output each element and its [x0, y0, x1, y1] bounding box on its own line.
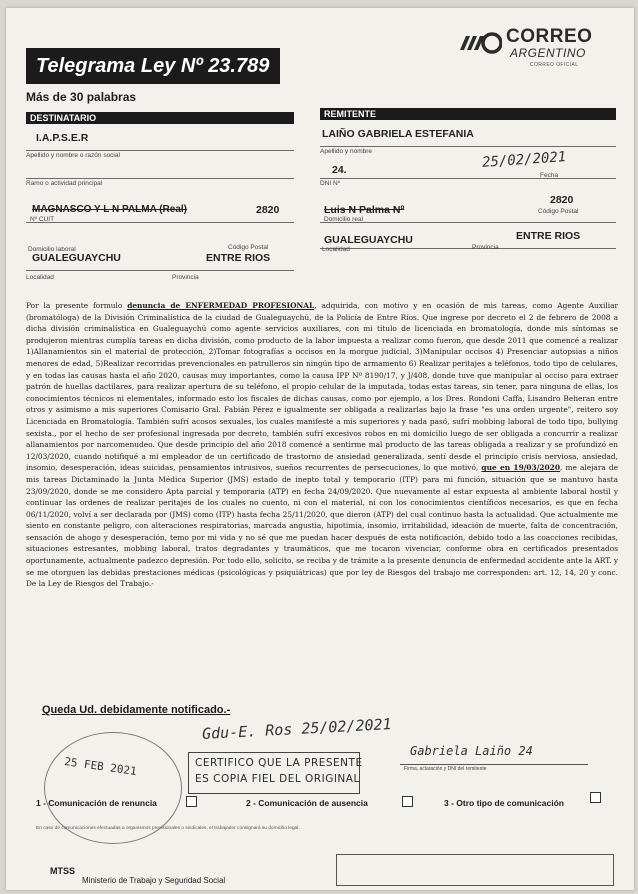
certify-line-1: CERTIFICO QUE LA PRESENTE	[195, 757, 363, 769]
remitente-dni: 24.	[332, 164, 347, 176]
option-otro: 3 - Otro tipo de comunicación	[444, 798, 564, 808]
divider	[26, 270, 294, 271]
body-main: , adquirida, con motivo y en ocasión de mis tareas, como Agente Auxiliar (bromatóloga) de la División Criminalística de la ciudad de Gualeguaychú, de la Policía de Entre Ríos. Que ingrese por decreto el 2 de febrero de 2008 a dicha división criminalística en Gualeguaychú como agente servicios auxiliares, con mi título de licenciada en bromatología, donde mis síntomas se produjeron mientras cumplía tareas en dicha división, como producto de la labor impuesta a realizar como fueron, que desde 2011 que comencé a realizar 1)Allanamientos sin el material de protección, 2)Tomar fotografías a occisos en la morgue judicial, 3)Manipular occisos 4) Presenciar autopsias a niños menores de edad, 5)Realizar recorridas prevencionales en patrulleros sin ningún tipo de armamento 6) Realizar peritajes a teléfonos, todo tipo de celulares, y en todas las causas hasta el año 2020, causas muy importantes, como la causa IPP Nº 8190/17, y J/408, donde tuve que manipular al occiso para extraer patrón de huellas dactilares, para realizar apertura de su teléfono, el propio celular de la imputada, todas estas tareas, sin tener, para ninguna de ellas, los conocimientos técnicos ni elementales, informado esto los fiscales de dichas causas, como por ejemplo, a los Dres. Rondoni Caffa, Lisandro Beheran entre otros y asimismo a mis superiores Comisario Gral. Fabián Pérez e igualmente ser obligada a realizarlas bajo la frase "es una orden urgente", reitero soy Licenciada en Bromatología. También sufrí acosos sexuales, los cuales manifesté a mis superiores y nada pasó, sufrí mobbing laboral de todo tipo, bullying sexista., por el hecho de ser profesional ingresada por decreto, también sufrí excesivos robos en mi domicilio luego de ser obligada a concurrir a realizar allanamientos por narcomenudeo. Que desde principio del año 2018 comencé a sentirme mal producto de las tareas obligada a realizar y se profundizó en 12/03/2020, cuando notifiqué a mi empleador de un certificado de trastorno de ansiedad generalizada, sentí desde el principio crisis nerviosa, ansiedad, insomio, desesperación, ideas suicidas, pensamientos intrusivos, sueños recurrentes de persecuciones, lo que motivó,	[26, 301, 619, 473]
telegram-body	[26, 300, 618, 590]
remitente-postal: 2820	[550, 194, 574, 206]
remitente-city-label: Localidad	[322, 246, 350, 253]
notified-line: Queda Ud. debidamente notificado.-	[42, 704, 231, 716]
remitente-postal-label: Código Postal	[538, 208, 579, 215]
sender-signature: Gabriela Laiño 24	[410, 744, 533, 758]
ministry-name: Ministerio de Trabajo y Seguridad Social	[82, 876, 226, 885]
certify-stamp	[188, 752, 363, 794]
correo-logo	[458, 24, 608, 76]
destinatario-name: I.A.P.S.E.R	[36, 132, 89, 144]
destinatario-province: ENTRE RIOS	[206, 252, 271, 264]
activity-label: Ramo o actividad principal	[26, 180, 103, 187]
remitente-province-label: Provincia	[472, 244, 499, 251]
checkbox-ausencia[interactable]	[402, 796, 413, 807]
domicilio-real-label: Domicilio real	[324, 216, 364, 223]
domicilio-laboral-label: Domicilio laboral	[28, 246, 76, 253]
option-ausencia: 2 - Comunicación de ausencia	[246, 798, 368, 808]
remitente-header: REMITENTE	[320, 108, 616, 120]
destinatario-city: GUALEGUAYCHU	[32, 252, 121, 264]
remitente-name-label: Apellido y nombre	[320, 148, 373, 155]
cuit-label: Nº CUIT	[30, 216, 55, 223]
locality-label: Localidad	[26, 274, 54, 281]
small-note: En caso de comunicaciones efectuadas a organismos previsionales o sindicales, el trabajador consignará su domicilio legal.	[36, 826, 300, 831]
dni-label: DNI Nº	[320, 180, 341, 187]
divider	[26, 178, 294, 179]
divider	[320, 178, 616, 179]
signature-caption: Firma, aclaración y DNI del remitente	[404, 766, 487, 772]
remitente-date: 25/02/2021	[481, 149, 567, 171]
province-label: Provincia	[172, 274, 199, 281]
destinatario-number: 2820	[256, 204, 280, 216]
divider	[26, 222, 294, 223]
destinatario-header: DESTINATARIO	[26, 112, 294, 124]
logo-oficial: CORREO OFICIAL	[530, 62, 579, 68]
mtss-logo: MTSS	[50, 866, 76, 876]
form-title: Telegrama Ley Nº 23.789	[26, 48, 280, 84]
body-rest: , me alejara de mis tareas Dictaminado la Junta Médica Superior (JMS) estado de inepto total y temporario (ITP) para mi función, situación que se mantuvo hasta 23/09/2020, donde se me considero Apta parcial y temporaria (ATP) en fecha 24/09/2020. Que nuevamente al estar expuesta al ambiente laboral hostil y continuar las ordenes de realizar peritajes de los cuales no cuento, ni con el material, ni con los conocimientos científicos necesarios, es que en fecha 06/11/2020, volví a ser declarada por (JMS) como (ITP) hasta fecha 25/11/2020, que dieron (ATP) del cual continuo hasta la actualidad. Que actualmente me siento en constante peligro, con alteraciones respiratorias, marcada angustia, hipotimia, insomio, irritabilidad, ideación de muerte, falta de concentración, sensación de ahogo y desesperación, temo por mi vida y no sé que me puedan hacer después de esta notificación, debido todo a las coacciones recibidas, situaciones estresantes, mobbing laboral, tratos degradantes y traumáticos, que me tocaron vivenciar, conforme obra en certificados presentados oportunamente, actualmente padezco depresión. Por todo ello, solicito, se reciba y de trámite a la presente denuncia de enfermedad accidente ante la ART. y se me otorguen las debidas prestaciones médicas (psicológicas y psiquiátricas) que por ley de Riesgos del trabajo me corresponden: art. 12, 14, 20 y conc. De la Ley de Riesgos del Trabajo.-	[26, 463, 618, 589]
checkbox-renuncia[interactable]	[186, 796, 197, 807]
top-signature-scribble: Gdu-E. Ros 25/02/2021	[201, 715, 392, 743]
date-stamp: 25 FEB 2021	[63, 754, 138, 779]
divider	[26, 150, 294, 151]
option-renuncia: 1 - Comunicación de renuncia	[36, 798, 157, 808]
date-label: Fecha	[540, 172, 559, 179]
destinatario-name-label: Apellido y nombre o razón social	[26, 152, 120, 159]
footer-box	[336, 854, 614, 886]
word-count-note: Más de 30 palabras	[26, 90, 137, 104]
signature-line	[400, 764, 588, 765]
body-denuncia: denuncia de ENFERMEDAD PROFESIONAL	[127, 301, 315, 310]
logo-correo: CORREO	[506, 26, 593, 47]
postal-label: Código Postal	[228, 244, 269, 251]
divider	[320, 248, 616, 249]
remitente-street: Luis N Palma Nº	[324, 204, 405, 216]
correo-logo-icon	[458, 28, 502, 58]
body-date-highlight: que en 19/03/2020	[481, 463, 560, 473]
body-intro: Por la presente formulo	[26, 301, 128, 310]
remitente-province: ENTRE RIOS	[516, 230, 581, 242]
checkbox-otro[interactable]	[590, 792, 601, 803]
remitente-name: LAIÑO GABRIELA ESTEFANIA	[322, 128, 474, 140]
remitente-city: GUALEGUAYCHU	[324, 234, 413, 246]
divider	[320, 222, 616, 223]
telegram-form	[6, 8, 634, 890]
logo-argentino: ARGENTINO	[510, 46, 586, 60]
certify-line-2: ES COPIA FIEL DEL ORIGINAL	[195, 773, 360, 785]
destinatario-street: MAGNASCO Y L N PALMA (Real)	[32, 204, 188, 215]
divider	[320, 146, 616, 147]
